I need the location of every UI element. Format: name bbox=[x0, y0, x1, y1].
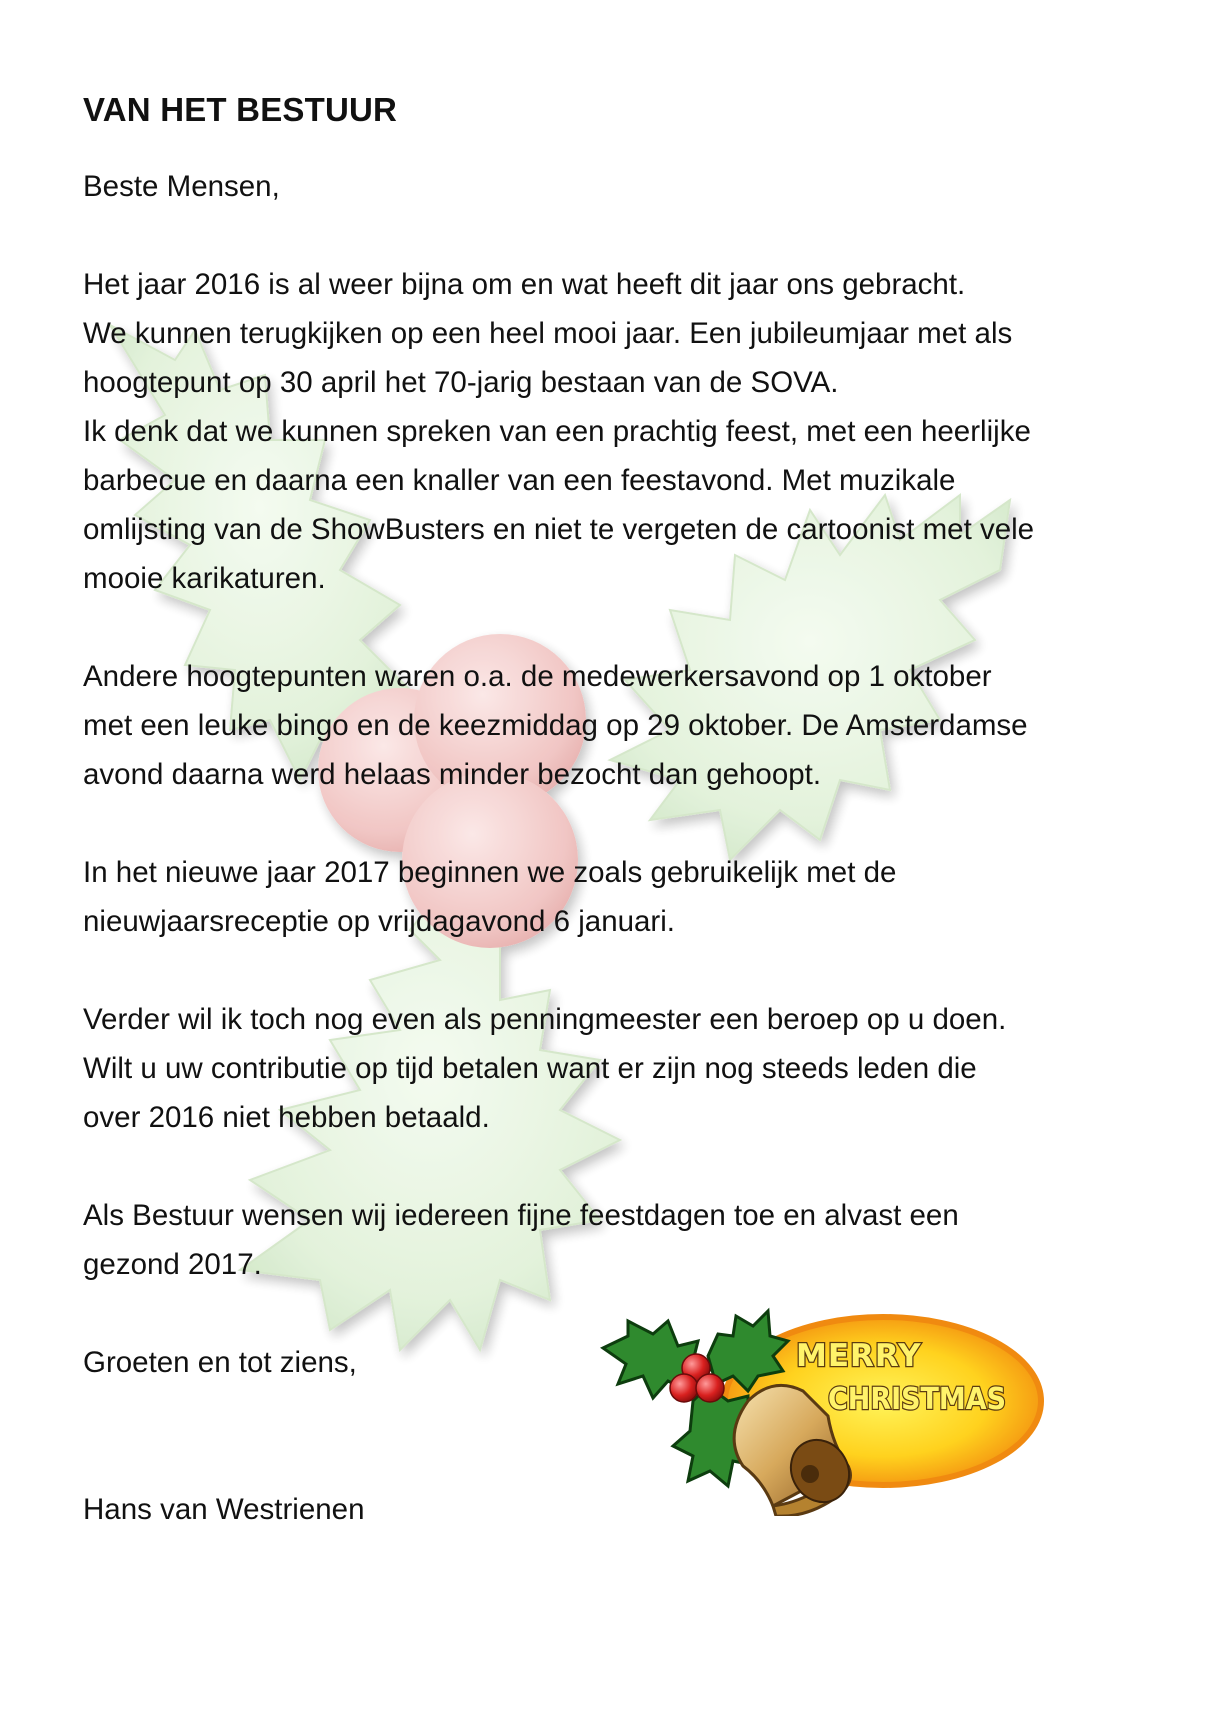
logo-merry-text: MERRY bbox=[796, 1338, 922, 1374]
paragraph-line: Ik denk dat we kunnen spreken van een prachtig feest, met een heerlijke bbox=[83, 415, 1031, 448]
paragraph-line: Verder wil ik toch nog even als penningmeester een beroep op u doen. bbox=[83, 1003, 1007, 1036]
paragraph-line: over 2016 niet hebben betaald. bbox=[83, 1101, 490, 1134]
salutation bbox=[83, 162, 1143, 211]
paragraph-line: hoogtepunt op 30 april het 70-jarig bestaan van de SOVA. bbox=[83, 366, 839, 399]
page-title: VAN HET BESTUUR bbox=[83, 91, 398, 128]
paragraph-line: omlijsting van de ShowBusters en niet te vergeten de cartoonist met vele bbox=[83, 513, 1035, 546]
merry-christmas-logo bbox=[598, 1306, 1048, 1516]
paragraph-5 bbox=[83, 1191, 1143, 1289]
paragraph-line: nieuwjaarsreceptie op vrijdagavond 6 januari. bbox=[83, 905, 676, 938]
paragraph-line: avond daarna werd helaas minder bezocht dan gehoopt. bbox=[83, 758, 822, 791]
paragraph-line: barbecue en daarna een knaller van een feestavond. Met muzikale bbox=[83, 464, 956, 497]
paragraph-line: gezond 2017. bbox=[83, 1248, 262, 1281]
paragraph-2 bbox=[83, 652, 1143, 799]
closing-text: Groeten en tot ziens, bbox=[83, 1346, 357, 1379]
paragraph-line: Andere hoogtepunten waren o.a. de medewerkersavond op 1 oktober bbox=[83, 660, 992, 693]
paragraph-4 bbox=[83, 995, 1143, 1142]
paragraph-1 bbox=[83, 260, 1143, 603]
paragraph-3 bbox=[83, 848, 1143, 946]
paragraph-line: mooie karikaturen. bbox=[83, 562, 326, 595]
signature-name: Hans van Westrienen bbox=[83, 1493, 365, 1526]
paragraph-line: met een leuke bingo en de keezmiddag op 29 oktober. De Amsterdamse bbox=[83, 709, 1028, 742]
salutation-text: Beste Mensen, bbox=[83, 170, 280, 203]
paragraph-line: Het jaar 2016 is al weer bijna om en wat heeft dit jaar ons gebracht. bbox=[83, 268, 966, 301]
paragraph-line: Als Bestuur wensen wij iedereen fijne feestdagen toe en alvast een bbox=[83, 1199, 959, 1232]
paragraph-line: In het nieuwe jaar 2017 beginnen we zoals gebruikelijk met de bbox=[83, 856, 897, 889]
paragraph-line: Wilt u uw contributie op tijd betalen want er zijn nog steeds leden die bbox=[83, 1052, 977, 1085]
paragraph-line: We kunnen terugkijken op een heel mooi jaar. Een jubileumjaar met als bbox=[83, 317, 1013, 350]
logo-christmas-text: CHRISTMAS bbox=[828, 1382, 1006, 1417]
